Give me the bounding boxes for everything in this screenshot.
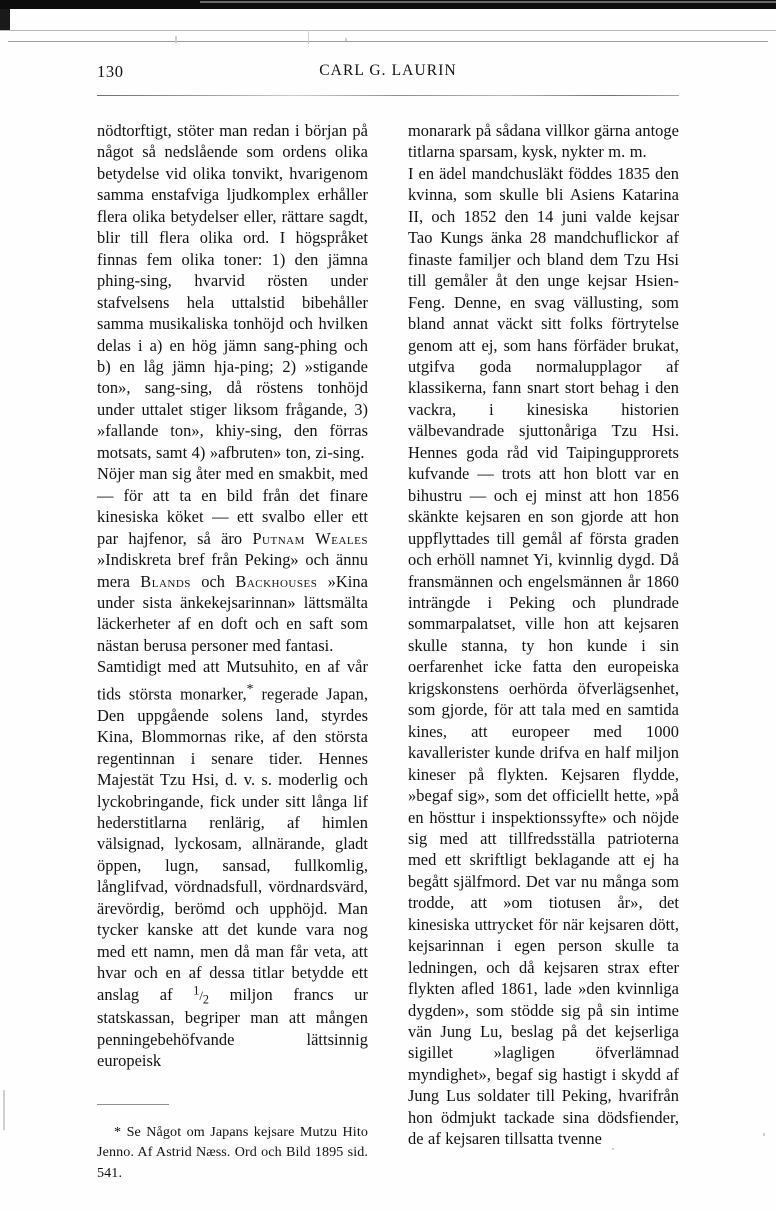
- running-head: [97, 62, 679, 92]
- footnote-block: [97, 1104, 368, 1183]
- fraction-one-half: $^1/_2$: [193, 983, 210, 1007]
- scan-speck-artifact: [763, 1133, 765, 1136]
- running-title: CARL G. LAURIN: [319, 62, 457, 79]
- scan-streak-artifact: [200, 1, 776, 3]
- column-right: [408, 120, 679, 1150]
- header-rule: [97, 95, 679, 96]
- scan-speck-artifact: [175, 36, 177, 43]
- footnote-separator-rule: [97, 1104, 169, 1105]
- paragraph-text: miljon francs ur statskassan, begriper man att mången penningebehöfvande lättsinnig europeisk: [97, 984, 368, 1070]
- paragraph-text: och: [190, 571, 236, 591]
- fraction-denominator: 2: [202, 992, 210, 1007]
- footnote-text: [97, 1122, 368, 1183]
- page-content: [97, 62, 679, 1181]
- fraction-numerator: 1: [193, 983, 200, 998]
- scan-speck-artifact: [3, 1090, 5, 1130]
- author-name-smallcaps: Backhouses: [235, 571, 318, 591]
- scan-speck-artifact: [308, 30, 309, 44]
- paragraph-text: »Indiskreta bref från Peking» och ännu mera: [97, 550, 368, 591]
- paragraph-text: regerade Japan, Den uppgående solens land, styrdes Kina, Blommornas rike, af den största regentinnan i senare tider. Hennes Majestät Tzu Hsi, d. v. s. moderlig och lyckobringande, fick under sitt långa lif hederstitlarna renlärig, af himlen välsignad, lyckosam, allnärande, gladt öppen, lugn, sansad, fullkomlig, långlifvad, vördnadsfull, vördnardsvärd, ärevördig, berömd och upphöjd. Man tycker kanske att det kunde vara nog med ett namn, men då man får veta, att hvar och en af dessa titlar betydde ett anslag af: [97, 684, 368, 1004]
- footnote-marker: *: [114, 1124, 122, 1140]
- footnote-body: Se Något om Japans kejsare Mutzu Hito Jenno. Af Astrid Næss. Ord och Bild 1895 sid. 541.: [97, 1124, 368, 1181]
- author-name-smallcaps: Putnam Weales: [252, 528, 368, 548]
- paragraph: I en ädel mandchusläkt föddes 1835 den kvinna, som skulle bli Asiens Katarina II, och 1852 den 14 juni valde kejsar Tao Kungs änka 28 mandchuflickor af finaste familjer och bland dem Tzu Hsi till gemåler åt den unge kejsar Hsien-Feng. Denne, en svag vällusting, som bland annat väckt sitt folks förtrytelse genom att ej, som hans förfäder brukat, utgifva goda normalupplagor af klassikerna, fann snart stort behag i den vackra, i kinesiska historien välbevandrade sjuttonåriga Tzu Hsi. Hennes goda råd vid Taipingupprorets kufvande — trots att hon blott var en bihustru — och ej minst att hon 1856 skänkte kejsaren en son gjorde att hon uppflyttades till gemål af första graden och erhöll namnet Yi, kvinnlig dygd. Då fransmännen och engelsmännen år 1860 inträngde i Peking och plundrade sommarpalatset, ville hon att kejsaren skulle stanna, ty hon kunde i sin oerfarenhet icke fatta den europeiska krigskonstens oerhörda öfverlägsenhet, som gjorde, för att tala med en samtida kines, att europeer med 1000 kavallerister kunde drifva en half miljon kineser på flykten. Kejsaren flydde, »begaf sig», som det officiellt hette, »på en hösttur i inspektionssyfte» och nöjde sig med att tillfredsställa patrioterna med ett skriftligt beklagande att ej ha begått själfmord. Det var nu många som trodde, att »om tiotusen år», det kinesiska uttrycket för när kejsaren dött, kejsarinnan i egen person skulle ta ledningen, och då kejsaren strax efter flykten afled 1861, lade »den kvinnliga dygden», som stödde sig på sin intime vän Jung Lu, beslag på det kejserliga sigillet »lagligen öfverlämnad myndighet», begaf sig hastigt i skydd af Jung Lus soldater till Peking, hvarifrån hon ödmjukt tackade sina dödsfiender, de af kejsaren tillsatta tvenne: [408, 163, 679, 1149]
- footnote-reference-marker[interactable]: *: [246, 680, 254, 696]
- paragraph: [97, 656, 368, 1071]
- paragraph: [97, 463, 368, 656]
- paragraph: nödtorftigt, stöter man redan i början på något så nedslående som ordens olika betydelse vid olika tonvikt, hvarigenom samma enstafviga ljudkomplex erhåller flera olika betydelser eller, rättare sagdt, blir till flera olika ord. I högspråket finnas fem olika toner: 1) den jämna phing-sing, hvarvid rösten under stafvelsens hela uttalstid bibehåller samma musikaliska tonhöjd och hvilken delas i a) en hög jämn sang-phing och b) en låg jämn hja-ping; 2) »stigande ton», sang-sing, då röstens tonhöjd under uttalet stiger liksom frågande, 3) »fallande ton», khiy-sing, den förras motsats, samt 4) »afbruten» ton, zi-sing.: [97, 121, 368, 462]
- paragraph-text: »Kina under sista änkekejsarinnan» lättsmälta läckerheter af en doft och en saft som nästan berusa personer med fantasi.: [97, 571, 368, 655]
- page-number: 130: [97, 62, 124, 81]
- author-name-smallcaps: Blands: [140, 571, 191, 591]
- scan-speck-artifact: [345, 38, 347, 41]
- scan-edge-artifact-corner: [0, 9, 10, 30]
- column-left: [97, 120, 368, 1181]
- scan-streak-artifact: [0, 30, 776, 31]
- paragraph-text: Nöjer man sig åter med en smakbit, med — för att ta en bild från det finare kinesiska köket — ett svalbo eller ett par hajfenor, så äro: [97, 464, 368, 548]
- paragraph-text: Samtidigt med att Mutsuhito, en af vår tids största monarker,: [97, 657, 368, 704]
- scan-streak-artifact: [8, 41, 768, 42]
- paragraph: monarark på sådana villkor gärna antoge titlarna sparsam, kysk, nykter m. m.: [408, 121, 679, 162]
